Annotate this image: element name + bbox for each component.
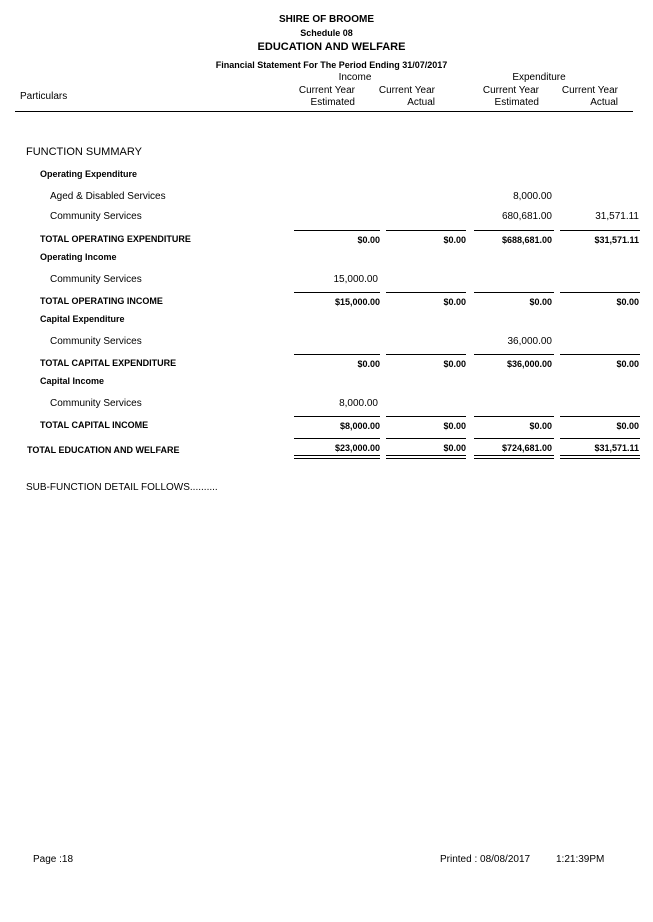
total-label: TOTAL CAPITAL EXPENDITURE [40,358,177,368]
col-income-actual-l2: Actual [407,97,435,108]
col-income-estimated-l2: Estimated [310,97,355,108]
row-label: Community Services [50,274,142,285]
page-title: EDUCATION AND WELFARE [257,41,406,53]
row-inc-est: 8,000.00 [339,398,378,409]
subtotal-rule [474,416,554,417]
grand-total-rule [386,438,466,439]
page-number: Page :18 [33,854,74,865]
total-exp-act: $31,571.11 [594,235,639,245]
schedule-label: Schedule 08 [300,28,353,38]
total-label: TOTAL OPERATING EXPENDITURE [40,234,191,244]
subtotal-rule [560,354,640,355]
total-inc-est: $8,000.00 [339,421,380,431]
printed-time: 1:21:39PM [556,854,605,865]
function-summary-heading: FUNCTION SUMMARY [26,146,142,158]
expenditure-group-label: Expenditure [512,72,566,83]
subtotal-rule [294,416,380,417]
grand-total-exp-act: $31,571.11 [594,443,639,453]
total-exp-est: $0.00 [529,421,552,431]
subtotal-rule [474,230,554,231]
org-name: SHIRE OF BROOME [278,14,374,25]
col-income-estimated-l1: Current Year [298,85,355,96]
grand-total-double-rule [560,455,640,459]
grand-total-double-rule [294,455,380,459]
grand-total-inc-act: $0.00 [443,443,466,453]
subtotal-rule [474,292,554,293]
subtotal-rule [560,230,640,231]
header-rule [15,111,633,112]
row-exp-est: 680,681.00 [501,211,552,222]
subtotal-rule [294,354,380,355]
section-title-operating-income: Operating Income [40,252,117,262]
row-label: Aged & Disabled Services [50,191,166,202]
total-inc-act: $0.00 [443,297,466,307]
printed-date: Printed : 08/08/2017 [440,854,531,865]
subtotal-rule [560,416,640,417]
row-label: Community Services [50,398,142,409]
row-exp-act: 31,571.11 [595,211,639,222]
grand-total-double-rule [386,455,466,459]
grand-total-inc-est: $23,000.00 [334,443,380,453]
col-expenditure-estimated-l1: Current Year [482,85,539,96]
total-exp-est: $0.00 [529,297,552,307]
total-inc-act: $0.00 [443,421,466,431]
total-inc-est: $15,000.00 [334,297,380,307]
total-label: TOTAL OPERATING INCOME [40,296,163,306]
subtotal-rule [386,354,466,355]
income-group-label: Income [338,72,372,83]
subtotal-rule [294,230,380,231]
grand-total-rule [294,438,380,439]
section-title-capital-expenditure: Capital Expenditure [40,314,125,324]
subfunction-note: SUB-FUNCTION DETAIL FOLLOWS.......... [26,482,218,493]
total-exp-act: $0.00 [616,297,639,307]
period-label: Financial Statement For The Period Ending 31/07/2017 [215,60,448,70]
subtotal-rule [386,416,466,417]
total-exp-act: $0.00 [616,359,639,369]
grand-total-double-rule [474,455,554,459]
col-expenditure-estimated-l2: Estimated [494,97,539,108]
total-inc-est: $0.00 [357,359,380,369]
subtotal-rule [386,230,466,231]
grand-total-rule [560,438,640,439]
row-exp-est: 8,000.00 [513,191,552,202]
total-inc-act: $0.00 [443,235,466,245]
total-inc-act: $0.00 [443,359,466,369]
grand-total-exp-est: $724,681.00 [501,443,552,453]
col-expenditure-actual-l1: Current Year [561,85,618,96]
total-exp-est: $36,000.00 [506,359,552,369]
subtotal-rule [386,292,466,293]
row-label: Community Services [50,336,142,347]
subtotal-rule [560,292,640,293]
section-title-operating-expenditure: Operating Expenditure [40,169,138,179]
col-expenditure-actual-l2: Actual [590,97,618,108]
grand-total-rule [474,438,554,439]
row-label: Community Services [50,211,142,222]
subtotal-rule [294,292,380,293]
total-exp-act: $0.00 [616,421,639,431]
total-exp-est: $688,681.00 [501,235,552,245]
col-income-actual-l1: Current Year [378,85,435,96]
total-inc-est: $0.00 [357,235,380,245]
section-title-capital-income: Capital Income [40,376,105,386]
particulars-header: Particulars [20,91,68,102]
grand-total-label: TOTAL EDUCATION AND WELFARE [27,445,180,455]
row-exp-est: 36,000.00 [507,336,552,347]
subtotal-rule [474,354,554,355]
total-label: TOTAL CAPITAL INCOME [40,420,149,430]
row-inc-est: 15,000.00 [333,274,378,285]
